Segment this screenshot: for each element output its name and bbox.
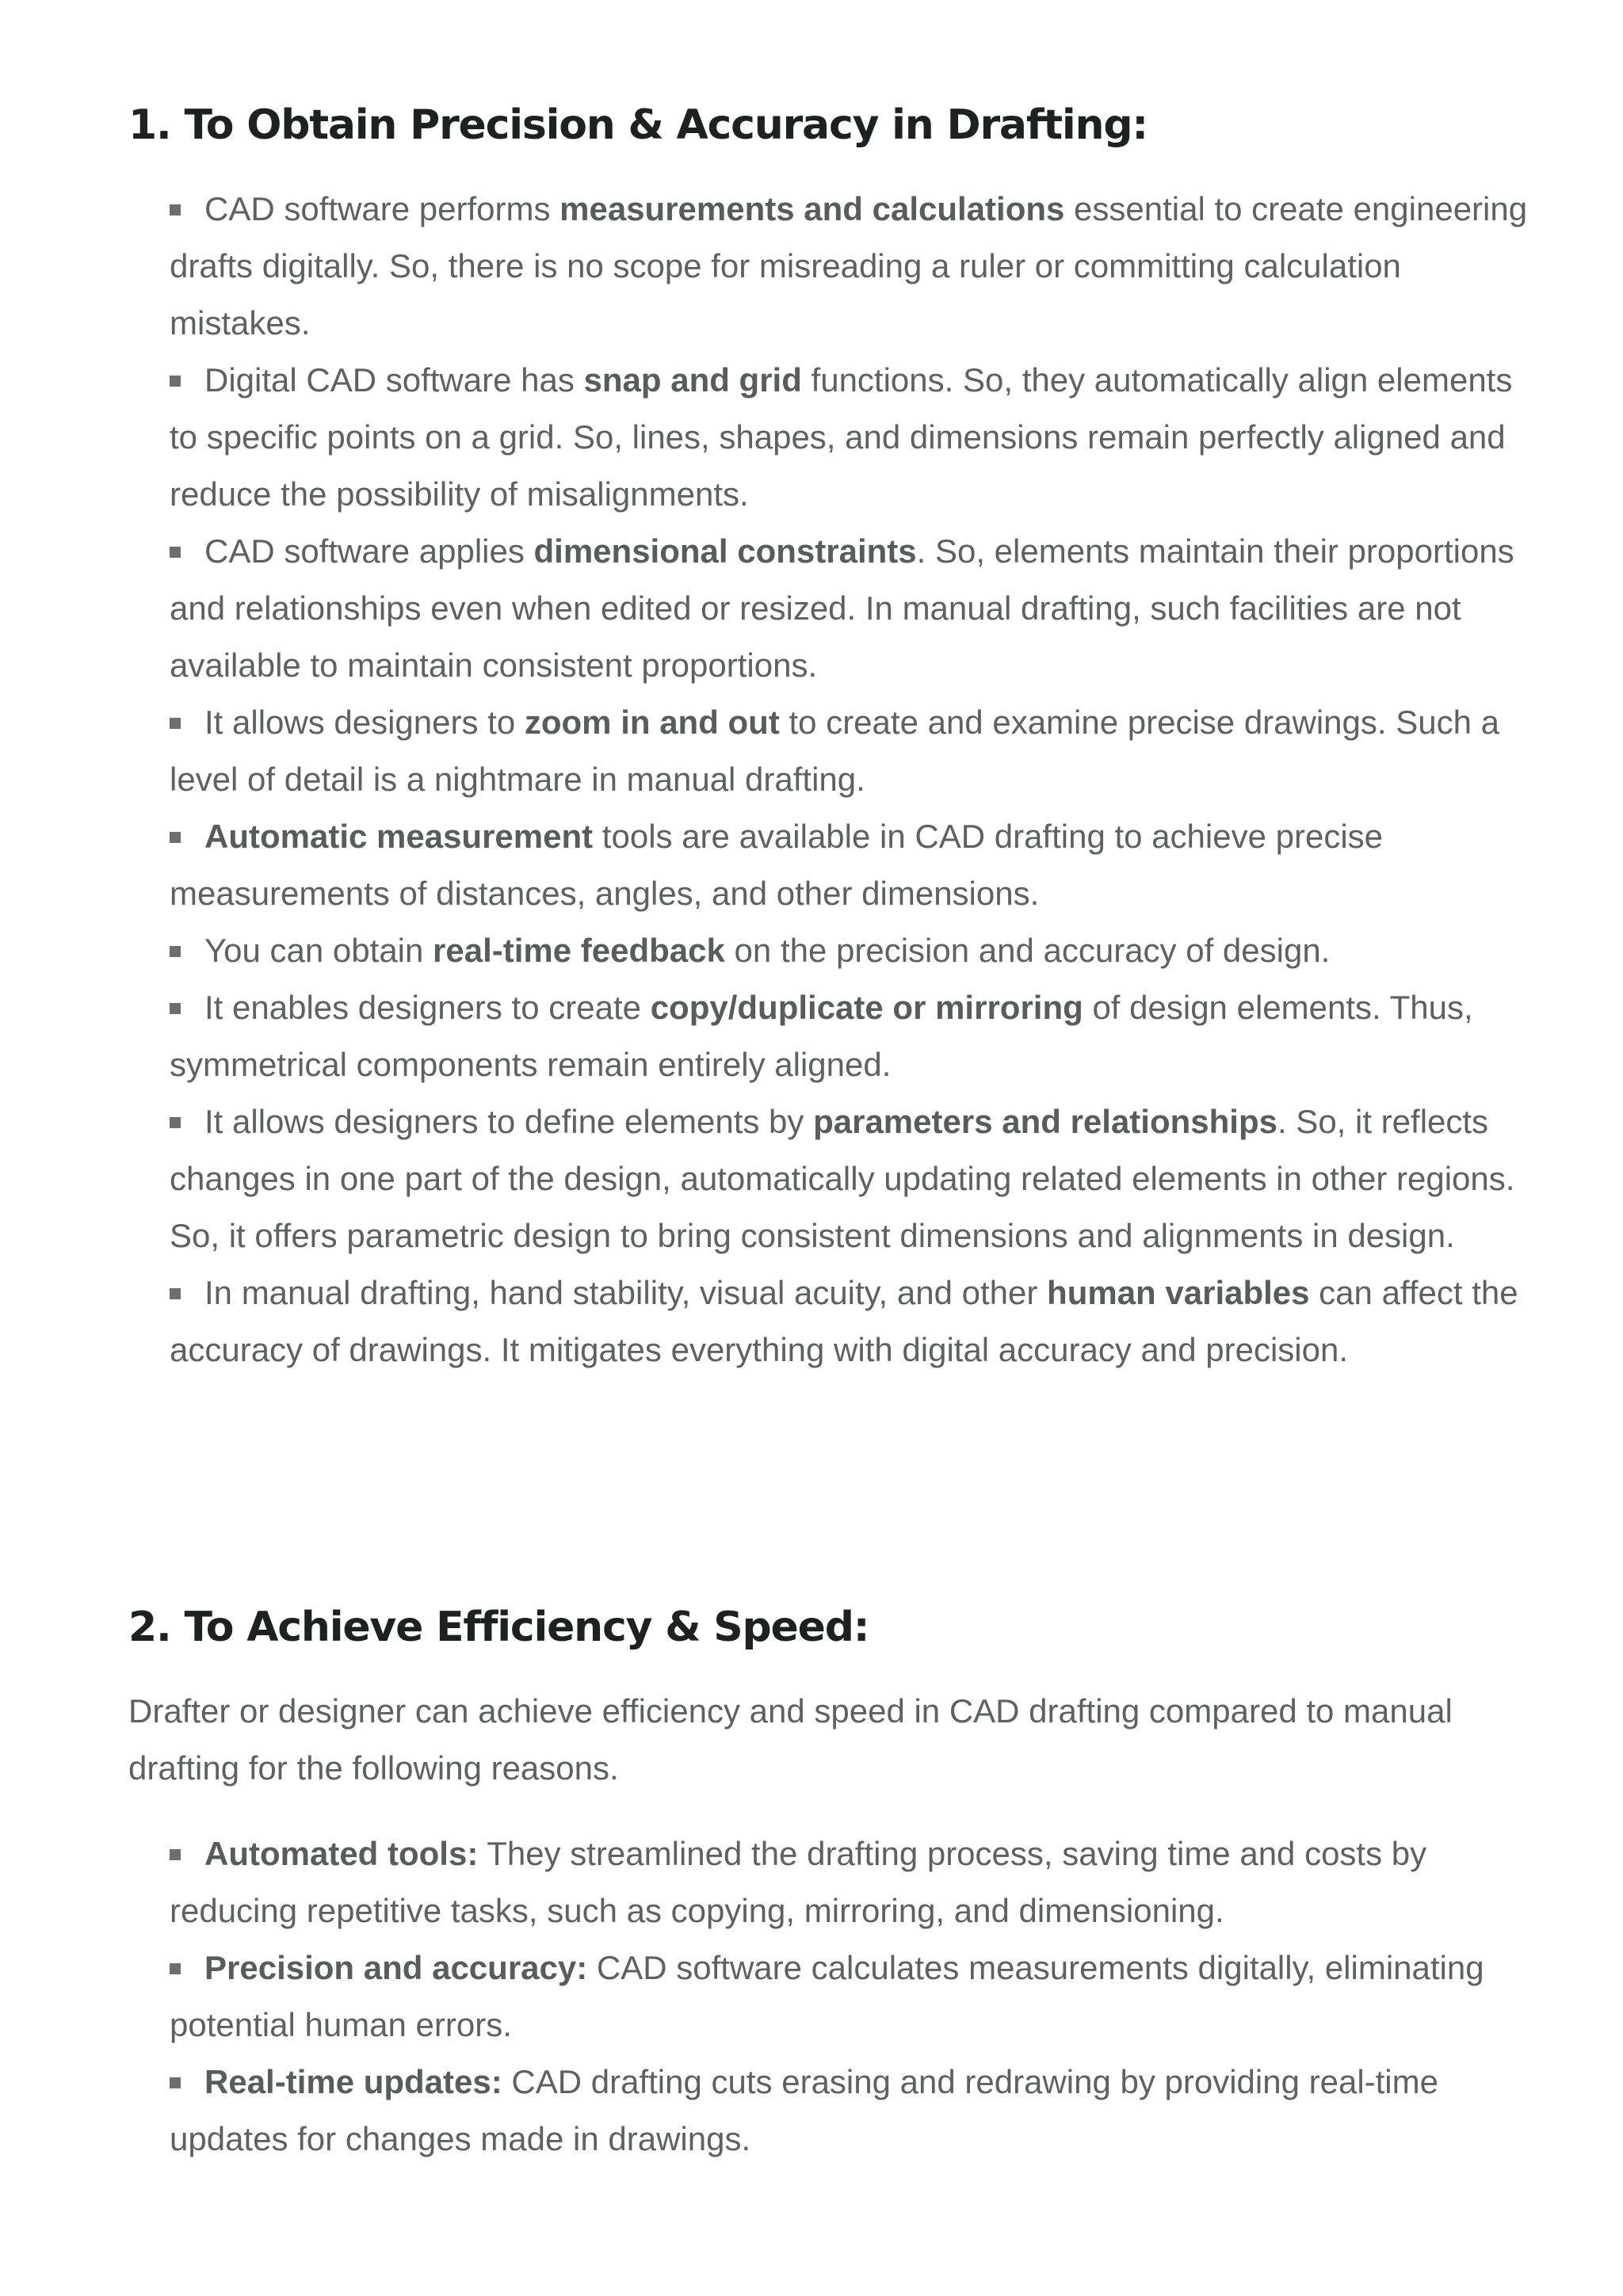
item-text: functions. So, they automatically align elements to specific points on a grid. So, lines, shapes, and dimensions remain perfectly aligned and reduce the possibility of misalignments.	[170, 361, 1513, 513]
item-text: tools are available in CAD drafting to achieve precise measurements of distances, angles, and other dimensions.	[170, 818, 1384, 912]
item-text: essential to create engineering drafts digitally. So, there is no scope for misreading a ruler or committing calculation mistakes.	[170, 190, 1528, 341]
item-text: Digital CAD software has	[204, 361, 584, 399]
item-bold-text: copy/duplicate or mirroring	[650, 989, 1083, 1026]
item-text: In manual drafting, hand stability, visual acuity, and other	[204, 1274, 1048, 1311]
list-item	[170, 352, 1549, 523]
square-bullet-icon	[170, 1117, 181, 1128]
item-text: It enables designers to create	[204, 989, 651, 1026]
section-2-intro: Drafter or designer can achieve efficiency and speed in CAD drafting compared to manual drafting for the following reasons.	[128, 1692, 1453, 1787]
list-item	[170, 694, 1549, 808]
square-bullet-icon	[170, 718, 181, 729]
item-bold-text: parameters and relationships	[813, 1103, 1277, 1140]
section-2-list	[170, 1825, 1549, 2168]
item-bold-text: zoom in and out	[524, 704, 780, 741]
item-text: . So, elements maintain their proportions and relationships even when edited or resized. In manual drafting, such facilities are not available to maintain consistent proportions.	[170, 532, 1514, 684]
item-text: You can obtain	[204, 932, 433, 969]
item-text: It allows designers to	[204, 704, 525, 741]
square-bullet-icon	[170, 1963, 181, 1974]
list-item	[170, 523, 1549, 694]
square-bullet-icon	[170, 376, 181, 387]
item-text: CAD drafting cuts erasing and redrawing by providing real-time updates for changes made in drawings.	[170, 2063, 1438, 2157]
square-bullet-icon	[170, 547, 181, 558]
item-bold-text: snap and grid	[583, 361, 802, 399]
item-text: of design elements. Thus, symmetrical components remain entirely aligned.	[170, 989, 1473, 1083]
item-text: on the precision and accuracy of design.	[724, 932, 1331, 969]
section-1-heading: 1. To Obtain Precision & Accuracy in Drafting:	[128, 101, 1148, 149]
square-bullet-icon	[170, 1288, 181, 1299]
item-text: CAD software performs	[204, 190, 560, 227]
square-bullet-icon	[170, 204, 181, 215]
list-item	[170, 2054, 1549, 2168]
section-2-heading: 2. To Achieve Efficiency & Speed:	[128, 1604, 869, 1651]
item-text: They streamlined the drafting process, saving time and costs by reducing repetitive tasks, such as copying, mirroring, and dimensioning.	[170, 1835, 1427, 1929]
item-bold-text: Automated tools:	[204, 1835, 479, 1872]
list-item	[170, 979, 1549, 1093]
square-bullet-icon	[170, 2077, 181, 2088]
list-item	[170, 1825, 1549, 1939]
item-text: to create and examine precise drawings. Such a level of detail is a nightmare in manual drafting.	[170, 704, 1499, 798]
square-bullet-icon	[170, 832, 181, 843]
list-item	[170, 808, 1549, 922]
square-bullet-icon	[170, 1849, 181, 1860]
item-bold-text: Real-time updates:	[204, 2063, 502, 2100]
item-text: . So, it reflects changes in one part of the design, automatically updating related elements in other regions. So, it offers parametric design to bring consistent dimensions and alignments in design.	[170, 1103, 1515, 1254]
square-bullet-icon	[170, 1003, 181, 1014]
section-1-list	[170, 181, 1549, 1379]
item-text: CAD software applies	[204, 532, 534, 570]
item-bold-text: Automatic measurement	[204, 818, 594, 855]
list-item	[170, 181, 1549, 352]
square-bullet-icon	[170, 946, 181, 957]
list-item	[170, 1093, 1549, 1264]
item-text: It allows designers to define elements by	[204, 1103, 814, 1140]
item-bold-text: dimensional constraints	[533, 532, 917, 570]
item-bold-text: human variables	[1047, 1274, 1310, 1311]
item-text: can affect the accuracy of drawings. It mitigates everything with digital accuracy and precision.	[170, 1274, 1518, 1368]
item-bold-text: Precision and accuracy:	[204, 1949, 588, 1986]
list-item	[170, 1264, 1549, 1379]
list-item	[170, 1939, 1549, 2054]
item-text: CAD software calculates measurements digitally, eliminating potential human errors.	[170, 1949, 1484, 2043]
list-item	[170, 922, 1549, 979]
item-bold-text: real-time feedback	[433, 932, 725, 969]
item-bold-text: measurements and calculations	[559, 190, 1065, 227]
